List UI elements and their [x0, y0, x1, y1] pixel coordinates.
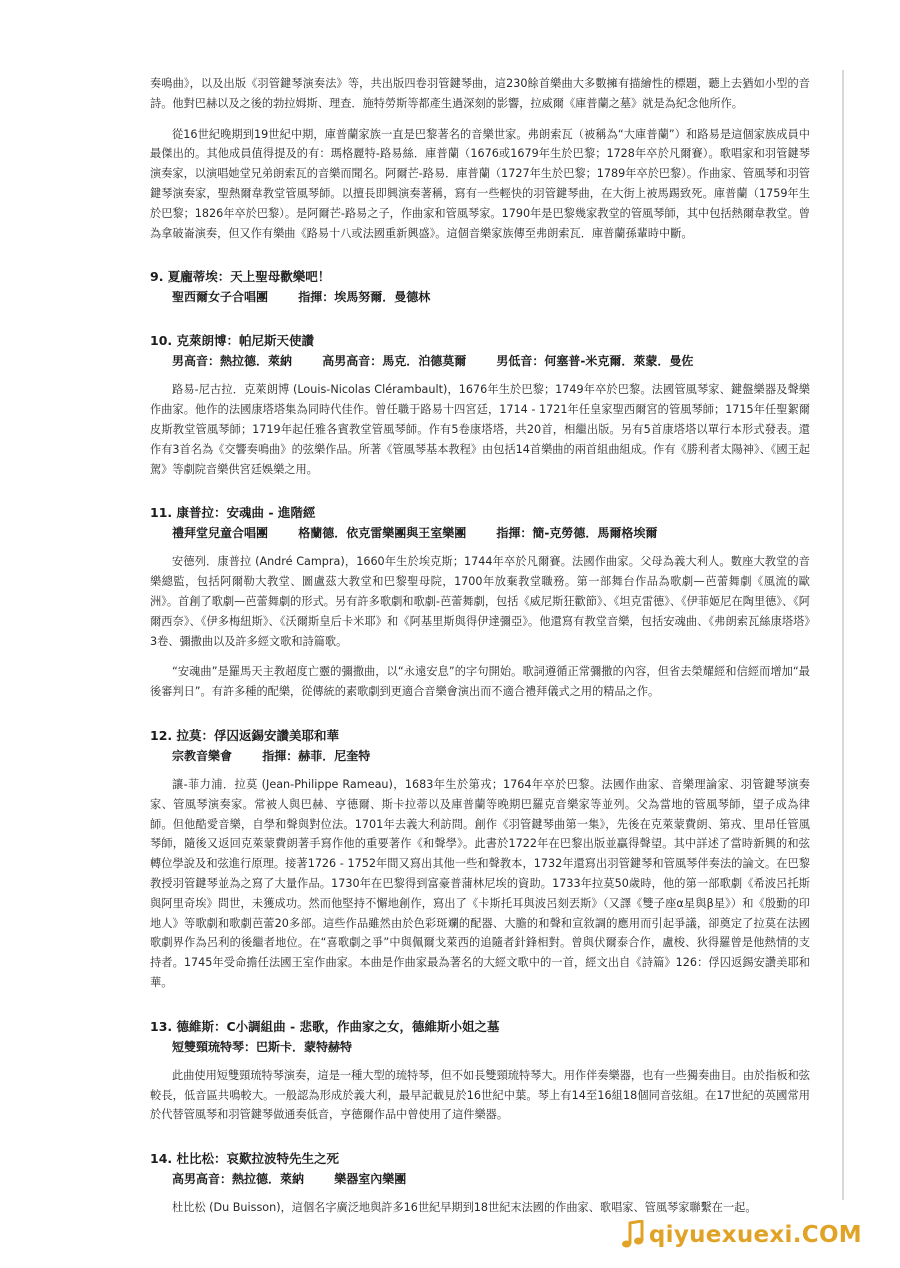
track-paragraph: 此曲使用短雙頸琉特琴演奏，這是一種大型的琉特琴，但不如長雙頸琉特琴大。用作伴奏樂器，也有一些獨奏曲目。由於指板和弦較長，低音區共鳴較大。一般認為形成於義大利，最早記載見於16世紀中葉。琴上有14至16組18個同音弦組。在17世紀的英國常用於代替管風琴和羽管鍵琴做通奏低音，亨德爾作品中曾使用了這件樂器。	[150, 1068, 810, 1122]
track-paragraph: 杜比松 (Du Buisson)，這個名字廣泛地與許多16世紀早期到18世紀末法國的作曲家、歌唱家、管風琴家聯繫在一起。	[172, 1201, 757, 1215]
credit: 宗教音樂會	[172, 748, 233, 763]
credit: 男低音：何塞普-米克爾．萊蒙．曼佐	[496, 354, 694, 369]
track-paragraph: “安魂曲”是羅馬天主教超度亡靈的彌撒曲，以“永遠安息”的字句開始。歌詞遵循正常彌撒的內容，但省去榮耀經和信經而增加“最後審判日”。有許多種的配樂，從傳統的素歌劇到更適合音樂會演出而不適合禮拜儀式之用的精品之作。	[150, 665, 810, 699]
track-credits	[172, 287, 810, 307]
site-watermark	[621, 1218, 862, 1252]
intro-paragraph: 奏鳴曲》，以及出版《羽管鍵琴演奏法》等，共出版四卷羽管鍵琴曲，這230餘首樂曲大多數擁有描繪性的標題，聽上去猶如小型的音詩。他對巴赫以及之後的勃拉姆斯、理查．施特勞斯等都產生過深刻的影響，拉威爾《庫普蘭之墓》就是為紀念他所作。	[150, 77, 810, 110]
track-title: 13. 德維斯：C小調組曲 - 悲歌，作曲家之女，德維斯小姐之墓	[150, 1018, 500, 1034]
music-note-icon	[621, 1220, 645, 1250]
credit: 男高音：熱拉德．萊納	[172, 354, 293, 369]
track-title: 12. 拉莫：俘囚返錫安讚美耶和華	[150, 727, 339, 743]
track-title: 9. 夏龐蒂埃：天上聖母歡樂吧！	[150, 269, 331, 285]
track-section-11	[150, 503, 810, 702]
document-body	[150, 74, 810, 1229]
credit: 指揮：簡-克勞德．馬爾格埃爾	[496, 526, 658, 541]
credit: 格蘭德．依克雷樂團與王室樂團	[298, 526, 467, 541]
credit: 高男高音：馬克．泊德莫爾	[322, 354, 467, 369]
track-paragraph: 讓-菲力浦．拉莫 (Jean-Philippe Rameau)，1683年生於第戎；1764年卒於巴黎。法國作曲家、音樂理論家、羽管鍵琴演奏家、管風琴演奏家。常被人與巴赫、亨德爾、斯卡拉蒂以及庫普蘭等晚期巴羅克音樂家等並列。父為當地的管風琴師，望子成為律師。但他酷愛音樂，自學和聲與對位法。1701年去義大利訪問。創作《羽管鍵琴曲第一集》，先後在克萊蒙費朗、第戎、里昂任管風琴師，隨後又返回克萊蒙費朗著手寫作他的重要著作《和聲學》。此書於1722年在巴黎出版並贏得聲望。其中詳述了當時新興的和弦轉位學說及和弦進行原理。接著1726 - 1752年間又寫出其他一些和聲教本，1732年還寫出羽管鍵琴和管風琴伴奏法的論文。在巴黎教授羽管鍵琴並為之寫了大量作品。1730年在巴黎得到富豪普蒲林尼埃的資助。1733年拉莫50歲時，他的第一部歌劇《希波呂托斯與阿里奇埃》問世，未獲成功。然而他堅持不懈地創作，寫出了《卡斯托耳與波呂刻丟斯》（又譯《雙子座α星與β星》）和《殷勤的印地人》等歌劇和歌劇芭蕾20多部。這些作品雖然由於色彩斑斕的配器、大膽的和聲和宣敘調的應用而引起爭議，卻奠定了拉莫在法國歌劇界作為呂利的後繼者地位。在“喜歌劇之爭”中與佩爾戈萊西的追隨者針鋒相對。曾與伏爾泰合作，盧梭、狄得羅曾是他熱情的支持者。1745年受命擔任法國王室作曲家。本曲是作曲家最為著名的大經文歌中的一首，經文出自《詩篇》126：俘囚返錫安讚美耶和華。	[150, 777, 810, 989]
intro-paragraph: 從16世紀晚期到19世紀中期，庫普蘭家族一直是巴黎著名的音樂世家。弗朗索瓦（被稱為“大庫普蘭”）和路易是這個家族成員中最傑出的。其他成員值得提及的有：瑪格麗特-路易絲．庫普蘭（1676或1679年生於巴黎；1728年卒於凡爾賽）。歌唱家和羽管鍵琴演奏家，以演唱她堂兄弟朗索瓦的音樂而聞名。阿爾芒-路易．庫普蘭（1727年生於巴黎；1789年卒於巴黎）。作曲家、管風琴和羽管鍵琴演奏家，聖熱爾韋教堂管風琴師。以擅長即興演奏著稱，寫有一些輕快的羽管鍵琴曲，在大街上被馬踢致死。庫普蘭（1759年生於巴黎；1826年卒於巴黎）。是阿爾芒-路易之子，作曲家和管風琴家。1790年是巴黎幾家教堂的管風琴師，其中包括熱爾韋教堂。曾為拿破崙演奏，但又作有樂曲《路易十八或法國重新興盛》。這個音樂家族傳至弗朗索瓦．庫普蘭孫輩時中斷。	[150, 127, 810, 240]
track-credits	[172, 523, 810, 543]
credit: 禮拜堂兒童合唱團	[172, 526, 269, 541]
credit: 聖西爾女子合唱團	[172, 290, 269, 305]
credit: 指揮：赫菲．尼奎特	[262, 748, 371, 763]
track-title: 10. 克萊朗博：帕尼斯天使讚	[150, 333, 314, 349]
track-section-14	[150, 1149, 810, 1218]
track-section-9	[150, 267, 810, 307]
track-paragraph: 路易-尼古拉．克萊朗博 (Louis-Nicolas Clérambault)，1676年生於巴黎；1749年卒於巴黎。法國管風琴家、鍵盤樂器及聲樂作曲家。他作的法國康塔塔集為同時代佳作。曾任職于路易十四宮廷，1714 - 1721年任皇家聖西爾宮的管風琴師；1715年任聖絮爾皮斯教堂管風琴師；1719年起任雅各賓教堂管風琴師。作有5卷康塔塔，共20首，相繼出版。另有5首康塔塔以單行本形式發表。還作有3首名為《交響奏鳴曲》的弦樂作品。所著《管風琴基本教程》由包括14首樂曲的兩首組曲組成。作有《勝利者太陽神》、《國王起駕》等劇院音樂供宮廷娛樂之用。	[150, 383, 810, 476]
track-title: 14. 杜比松：哀歎拉波特先生之死	[150, 1151, 339, 1167]
track-section-13	[150, 1017, 810, 1125]
track-credits	[172, 746, 810, 766]
track-credits	[172, 1169, 810, 1189]
track-paragraph: 安德列．康普拉 (André Campra)，1660年生於埃克斯；1744年卒於凡爾賽。法國作曲家。父母為義大利人。數座大教堂的音樂總監，包括阿爾勒大教堂、圖盧茲大教堂和巴黎聖母院，1700年放棄教堂職務。第一部舞台作品為歌劇—芭蕾舞劇《風流的歐洲》。首創了歌劇—芭蕾舞劇的形式。另有許多歌劇和歌劇-芭蕾舞劇，包括《威尼斯狂歡節》、《坦克雷德》、《伊菲姬尼在陶里德》、《阿爾西奈》、《伊多梅紐斯》、《沃爾斯皇后卡米耶》和《阿基里斯與得伊達彌亞》。他還寫有教堂音樂，包括安魂曲、《弗朗索瓦絲康塔塔》3卷、彌撒曲以及許多經文歌和詩篇歌。	[150, 555, 810, 648]
track-section-12	[150, 726, 810, 993]
credit: 樂器室內樂團	[334, 1172, 407, 1187]
track-credits	[172, 1037, 810, 1057]
track-title: 11. 康普拉：安魂曲 - 進階經	[150, 505, 316, 521]
credit: 指揮：埃馬努爾．曼德林	[298, 290, 431, 305]
page-edge-line	[842, 70, 844, 1200]
track-credits	[172, 351, 810, 371]
watermark-text: qiyuexuexi.COM	[648, 1222, 862, 1248]
credit: 高男高音：熱拉德．萊納	[172, 1172, 305, 1187]
credit: 短雙頸琉特琴：巴斯卡．蒙特赫特	[172, 1039, 353, 1054]
track-section-10	[150, 331, 810, 479]
